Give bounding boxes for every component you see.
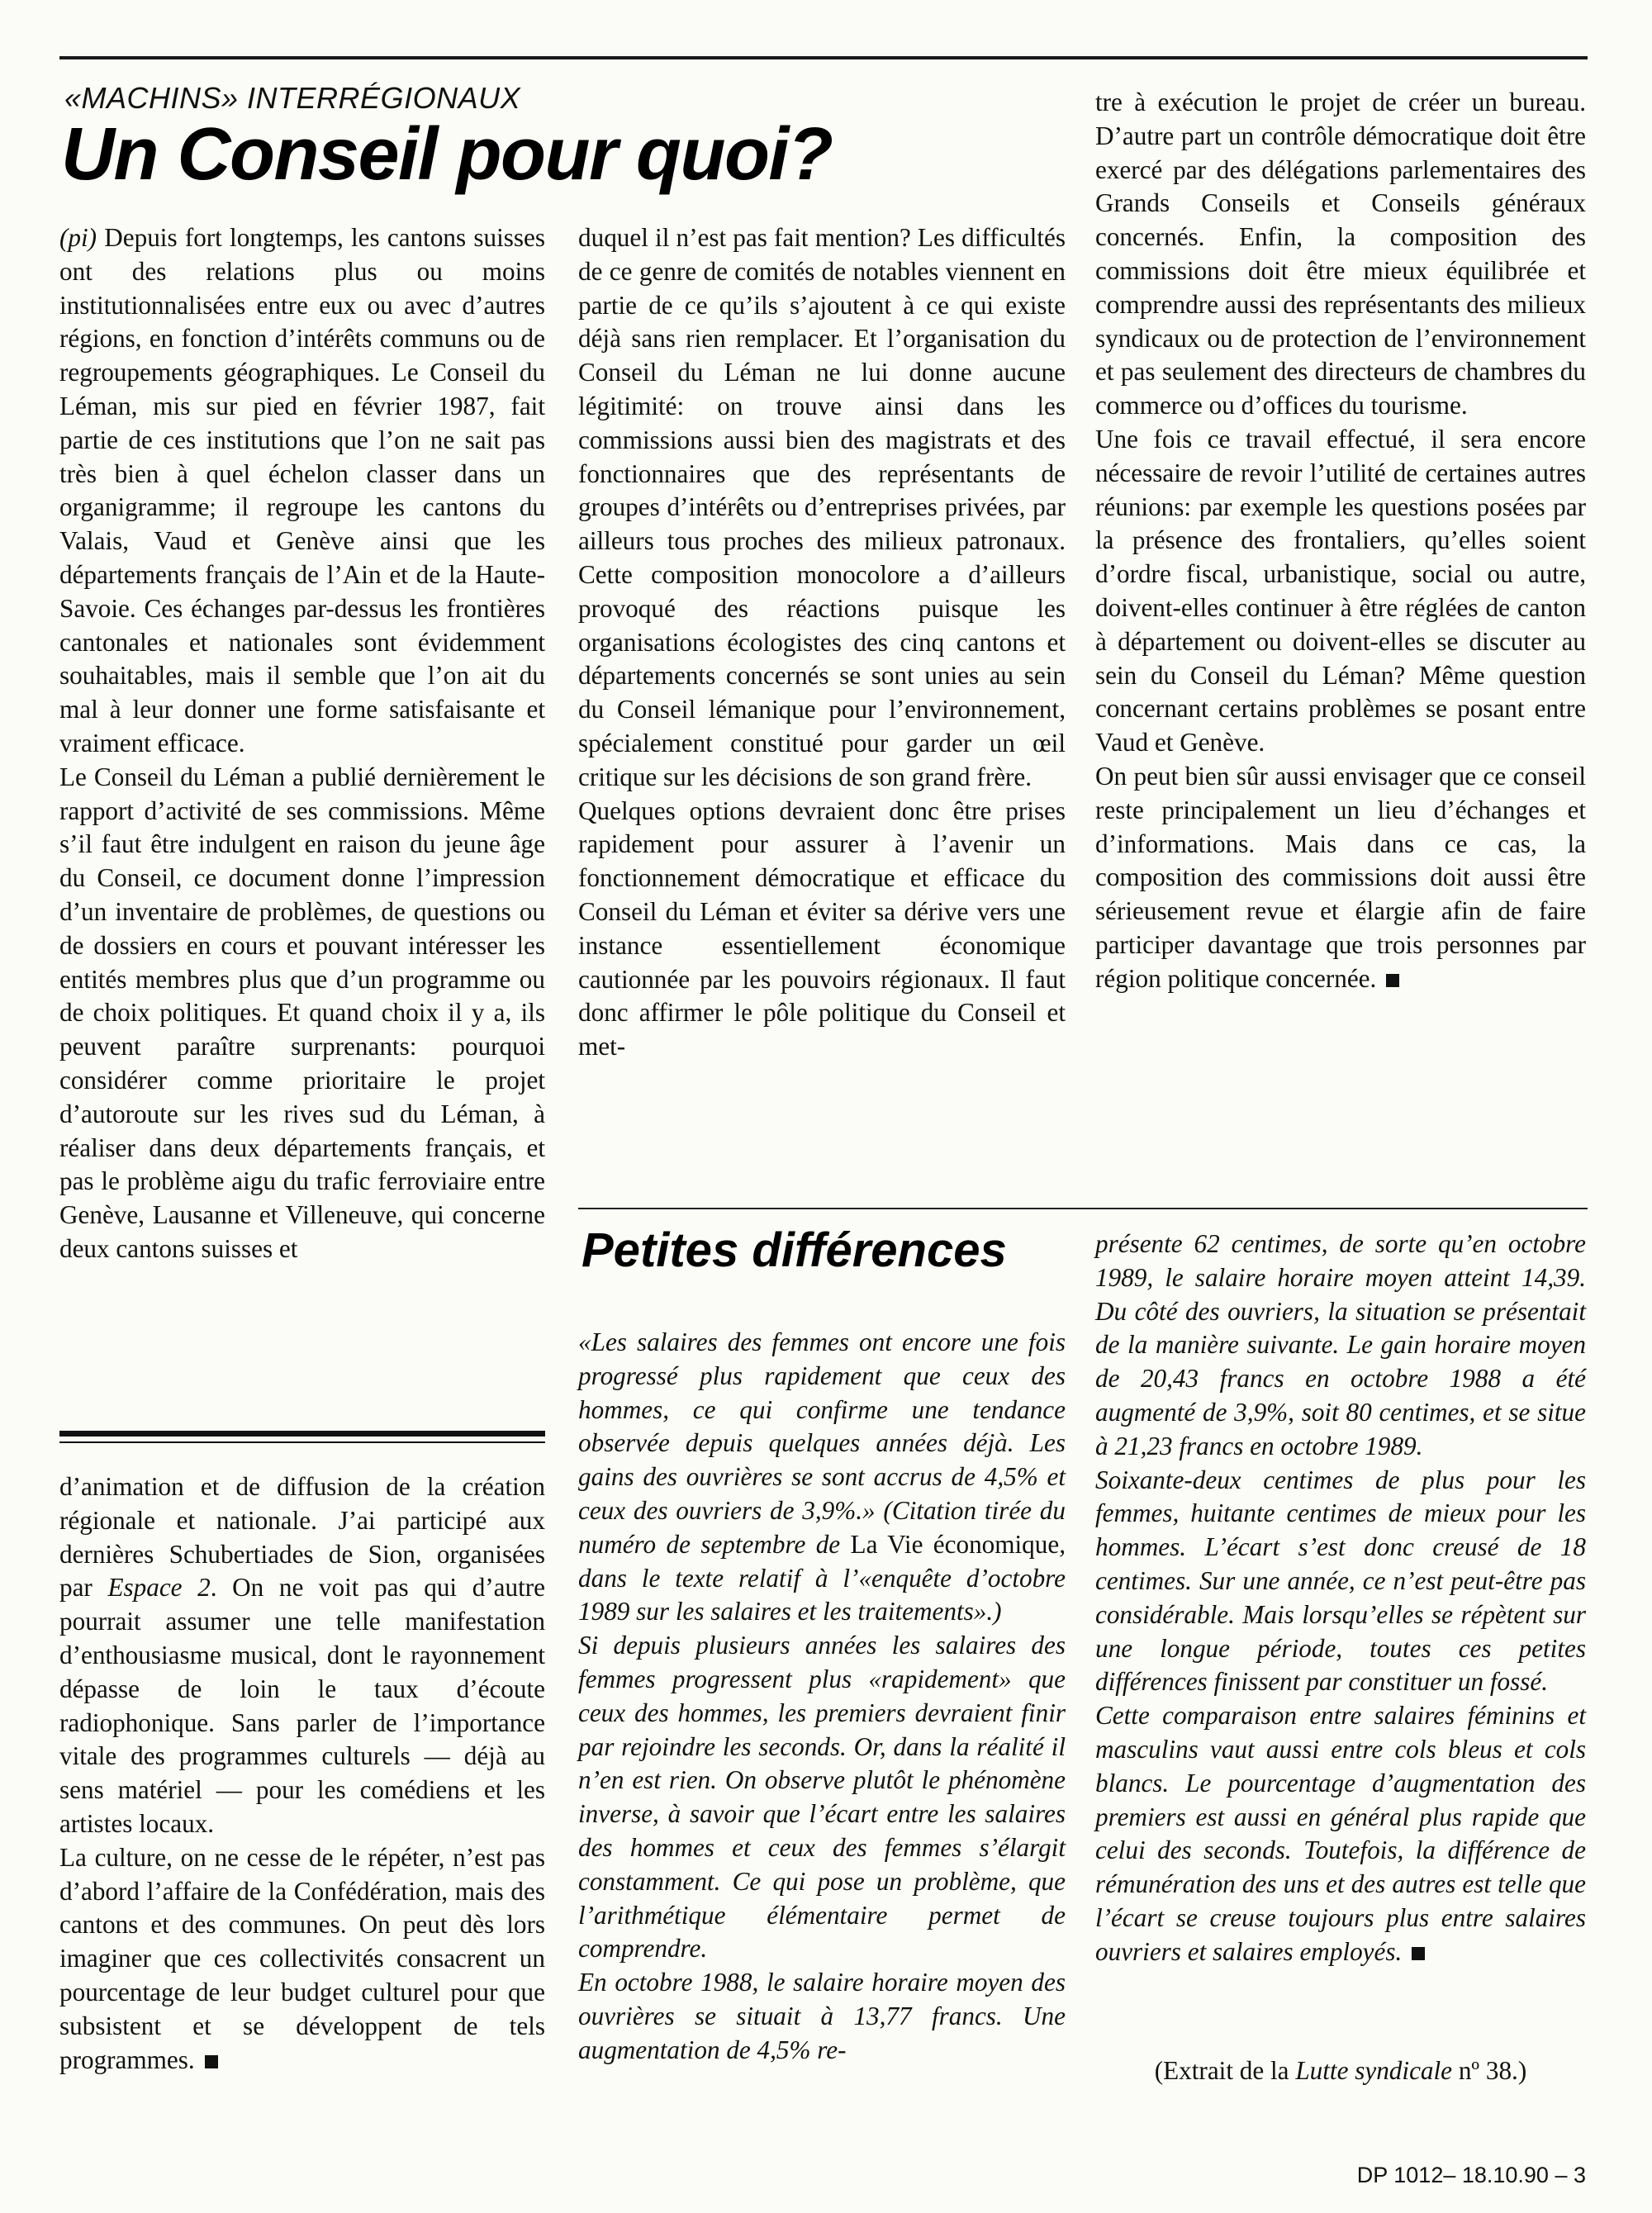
article3-column-2 [1095, 1228, 1586, 1969]
double-rule-thin [59, 1441, 545, 1443]
end-of-article-mark [1412, 1947, 1425, 1960]
article1-paragraph-7-text: On peut bien sûr aussi envisager que ce conseil reste principalement un lieu d’échanges et d’informations. Mais dans ce cas, la composition des commissions doit aussi être sérieusement revue et élargie afin de faire participer davantage que trois personnes par région politique concernée. [1095, 761, 1586, 993]
article3-paragraph-1 [578, 1326, 1066, 1629]
article1-paragraph-4: Quelques options devraient donc être prises rapidement pour assurer à l’avenir un fonctionnement démocratique et efficace du Conseil du Léman et éviter sa dérive vers une instance essentiellement économique cautionnée par les pouvoirs régionaux. Il faut donc affirmer le pôle politique du Conseil et met- [578, 795, 1066, 1061]
article3-headline: Petites différences [582, 1223, 1007, 1277]
article1-column-3 [1095, 86, 1586, 996]
article2-paragraph-2-text: La culture, on ne cesse de le répéter, n’est pas d’abord l’affaire de la Confédération, mais des cantons et des communes. On peut dès lors imaginer que ces collectivités consacrent un pourcentage de leur budget culturel pour que subsistent et se développent de tels programmes. [59, 1842, 545, 2074]
article-kicker: «MACHINS» INTERRÉGIONAUX [64, 81, 521, 115]
article3-paragraph-3: En octobre 1988, le salaire horaire moyen des ouvrières se situait à 13,77 francs. Une augmentation de 4,5% re- [578, 1968, 1066, 2064]
article3-paragraph-3-continued: présente 62 centimes, de sorte qu’en octobre 1989, le salaire horaire moyen atteint 14,39. Du côté des ouvriers, la situation se présentait de la manière suivante. Le gain horaire moyen de 20,43 francs en octobre 1988 a été augmenté de 3,9%, soit 80 centimes, et se situe à 21,23 francs en octobre 1989. [1095, 1229, 1586, 1460]
article3-paragraph-2: Si depuis plusieurs années les salaires des femmes progressent plus «rapidement» que ceux des hommes, les premiers devraient finir par rejoindre les seconds. Or, dans la réalité il n’en est rien. On observe plutôt le phénomène inverse, à savoir que l’écart entre les salaires des hommes et ceux des femmes s’élargit constamment. Ce qui pose un problème, que l’arithmétique élémentaire permet de comprendre. [578, 1631, 1066, 1964]
end-of-article-mark [205, 2055, 218, 2068]
article3-paragraph-1-text-b: , dans le texte relatif à l’«enquête d’octobre 1989 sur les salaires et les traitements».) [578, 1529, 1066, 1627]
author-initials: (pi) [59, 223, 97, 252]
article2-paragraph-1 [59, 1470, 545, 1841]
article2-paragraph-1-text-b: . On ne voit pas qui d’autre pourrait assumer une telle manifestation d’enthousiasme musical, dont le rayonnement dépasse de loin le taux d’écoute radiophonique. Sans parler de l’importance vitale des programmes culturels — déjà au sens matériel — pour les comédiens et les artistes locaux. [59, 1573, 546, 1838]
article3-paragraph-5-text: Cette comparaison entre salaires féminins et masculins vaut aussi entre cols bleus et cols blancs. Le pourcentage d’augmentation des premiers est aussi en général plus rapide que celui des seconds. Toutefois, la différence de rémunération des uns et des autres est telle que l’écart se creuse toujours plus entre salaires ouvriers et salaires employés. [1095, 1701, 1586, 1966]
article3-paragraph-1-text-a: «Les salaires des femmes ont encore une fois progressé plus rapidement que ceux des hommes, ce qui confirme une tendance observée depuis quelques années déjà. Les gains des ouvrières se sont accrus de 4,5% et ceux des ouvriers de 3,9%.» (Citation tirée du numéro de septembre de [578, 1327, 1066, 1559]
article1-paragraph-5: tre à exécution le projet de créer un bureau. D’autre part un contrôle démocratique doit être exercé par des délégations parlementaires des Grands Conseils et Conseils généraux concernés. Enfin, la composition des commissions doit être mieux équilibrée et comprendre aussi des représentants des milieux syndicaux ou de protection de l’environnement et pas seulement des directeurs de chambres du commerce ou d’offices du tourisme. [1095, 88, 1586, 420]
article1-column-2 [578, 221, 1066, 1064]
article2-paragraph-1-text-a: d’animation et de diffusion de la création régionale et nationale. J’ai participé aux dernières Schubertiades de Sion, organisées par [59, 1472, 545, 1603]
article1-column-1 [59, 221, 545, 1266]
article1-paragraph-1-text: Depuis fort longtemps, les cantons suisses ont des relations plus ou moins institutionnalisées entre eux ou avec d’autres régions, en fonction d’intérêts communs ou de regroupements géographiques. Le Conseil du Léman, mis sur pied en février 1987, fait partie de ces institutions que l’on ne sait pas très bien à quel échelon classer dans un organigramme; il regroupe les cantons du Valais, Vaud et Genève ainsi que les départements français de l’Ain et de la Haute-Savoie. Ces échanges par-dessus les frontières cantonales et nationales sont évidemment souhaitables, mais il semble que l’on ait du mal à leur donner une forme satisfaisante et vraiment efficace. [59, 223, 546, 757]
double-rule-thick [59, 1431, 545, 1437]
article1-paragraph-1 [59, 221, 545, 761]
article3-paragraph-4: Soixante-deux centimes de plus pour les femmes, huitante centimes de mieux pour les hommes. L’écart s’est donc creusé de 18 centimes. Sur une année, ce n’est peut-être pas considérable. Mais lorsqu’elles se répètent sur une longue période, toutes ces petites différences finissent par constituer un fossé. [1095, 1465, 1586, 1697]
credit-text-b: nº 38.) [1458, 2056, 1527, 2085]
section-divider [578, 1208, 1588, 1209]
article1-paragraph-3: duquel il n’est pas fait mention? Les difficultés de ce genre de comités de notables viennent en partie de ce qu’ils s’ajoutent à ce qui existe déjà sans rien remplacer. Et l’organisation du Conseil du Léman ne lui donne aucune légitimité: on trouve ainsi dans les commissions aussi bien des magistrats et des fonctionnaires que des représentants de groupes d’intérêts ou d’entreprises privées, par ailleurs tous proches des milieux patronaux. Cette composition monocolore a d’ailleurs provoqué des réactions puisque les organisations écologistes des cinq cantons et départements concernés se sont unies au sein du Conseil lémanique pour l’environnement, spécialement constitué pour garder un œil critique sur les décisions de son grand frère. [578, 223, 1066, 791]
article2-paragraph-2 [59, 1841, 545, 2078]
publication-name: La Vie économique [850, 1529, 1060, 1559]
page-folio: DP 1012– 18.10.90 – 3 [1356, 2163, 1586, 2187]
article3-column-1 [578, 1326, 1066, 2068]
article2-column [59, 1470, 545, 2077]
article-headline: Un Conseil pour quoi? [61, 113, 833, 196]
article1-paragraph-6: Une fois ce travail effectué, il sera encore nécessaire de revoir l’utilité de certaines autres réunions: par exemple les questions posées par la présence des frontaliers, qu’elles soient d’ordre fiscal, urbanistique, social ou autre, doivent-elles continuer à être réglées de canton à département ou doivent-elles se discuter au sein du Conseil du Léman? Même question concernant certains problèmes se posant entre Vaud et Genève. [1095, 424, 1586, 757]
end-of-article-mark [1386, 974, 1399, 987]
article1-paragraph-2: Le Conseil du Léman a publié dernièrement le rapport d’activité de ses commissions. Même s’il faut être indulgent en raison du jeune âge du Conseil, ce document donne l’impression d’un inventaire de problèmes, de questions ou de dossiers en cours et pouvant intéresser les entités membres plus que d’un programme ou de choix politiques. Et quand choix il y a, ils peuvent paraître surprenants: pourquoi considérer comme prioritaire le projet d’autoroute sur les rives sud du Léman, à réaliser dans deux départements français, et pas le problème aigu du trafic ferroviaire entre Genève, Lausanne et Villeneuve, qui concerne deux cantons suisses et [59, 762, 545, 1263]
article3-paragraph-5 [1095, 1699, 1586, 1968]
article1-paragraph-7 [1095, 760, 1586, 996]
credit-text-a: (Extrait de la [1154, 2056, 1289, 2085]
source-credit [1095, 2054, 1586, 2088]
top-rule [59, 56, 1588, 59]
program-name: Espace 2 [107, 1573, 211, 1603]
credit-publication: Lutte syndicale [1295, 2056, 1453, 2085]
